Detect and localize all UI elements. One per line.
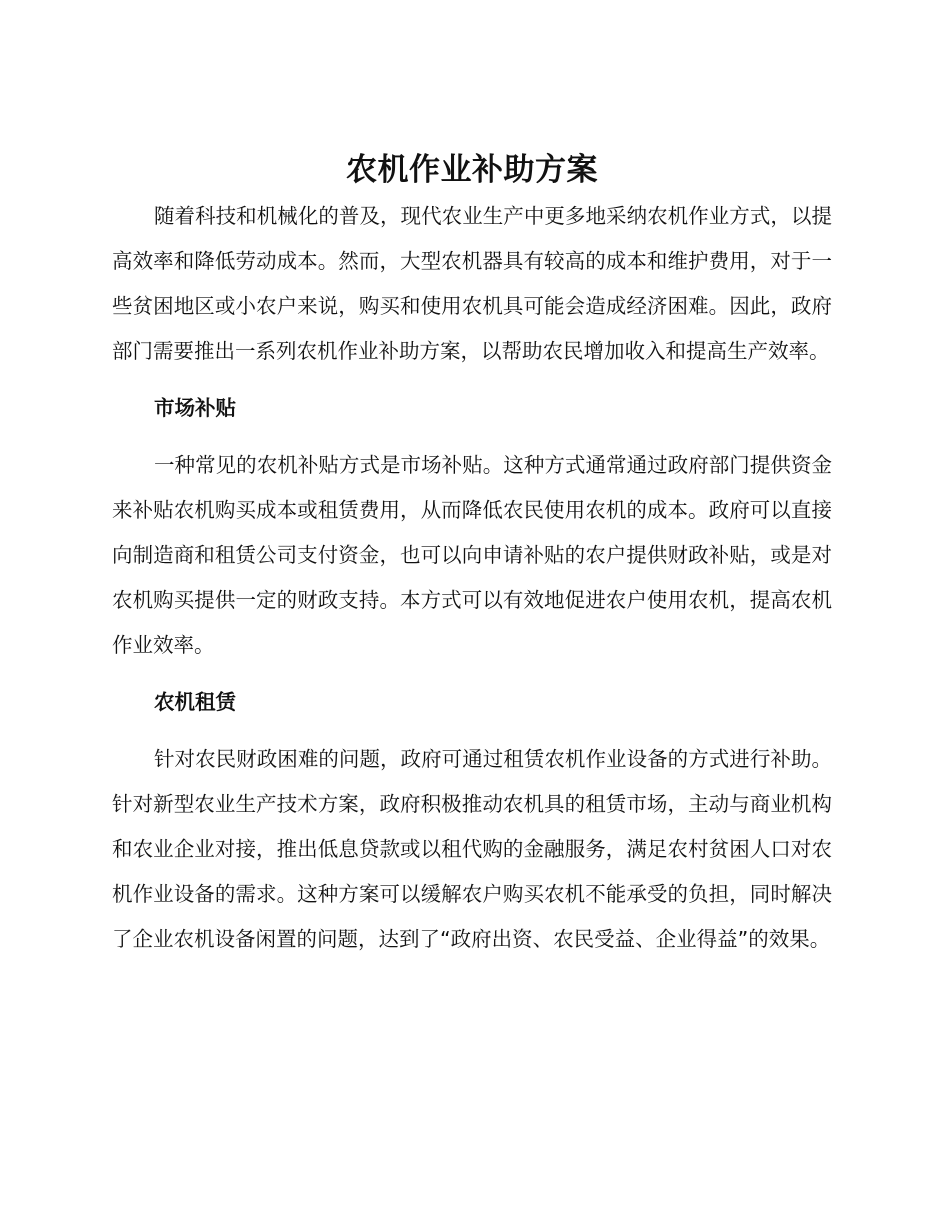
document-title: 农机作业补助方案	[346, 152, 598, 188]
intro-paragraph: 随着科技和机械化的普及，现代农业生产中更多地采纳农机作业方式，以提高效率和降低劳动成本。然而，大型农机器具有较高的成本和维护费用，对于一些贫困地区或小农户来说，购买和使用农机具可能会造成经济困难。因此，政府部门需要推出一系列农机作业补助方案，以帮助农民增加收入和提高生产效率。	[112, 204, 832, 363]
section-body-machinery-leasing: 针对农民财政困难的问题，政府可通过租赁农机作业设备的方式进行补助。针对新型农业生产技术方案，政府积极推动农机具的租赁市场，主动与商业机构和农业企业对接，推出低息贷款或以租代购的金融服务，满足农村贫困人口对农机作业设备的需求。这种方案可以缓解农户购买农机不能承受的负担，同时解决了企业农机设备闲置的问题，达到了“政府出资、农民受益、企业得益”的效果。	[112, 747, 832, 951]
section-body-market-subsidy: 一种常见的农机补贴方式是市场补贴。这种方式通常通过政府部门提供资金来补贴农机购买成本或租赁费用，从而降低农民使用农机的成本。政府可以直接向制造商和租赁公司支付资金，也可以向申请补贴的农户提供财政补贴，或是对农机购买提供一定的财政支持。本方式可以有效地促进农户使用农机，提高农机作业效率。	[112, 453, 832, 657]
document-page	[112, 148, 832, 962]
section-heading-machinery-leasing: 农机租赁	[154, 690, 236, 714]
section-heading-market-subsidy: 市场补贴	[154, 396, 236, 420]
